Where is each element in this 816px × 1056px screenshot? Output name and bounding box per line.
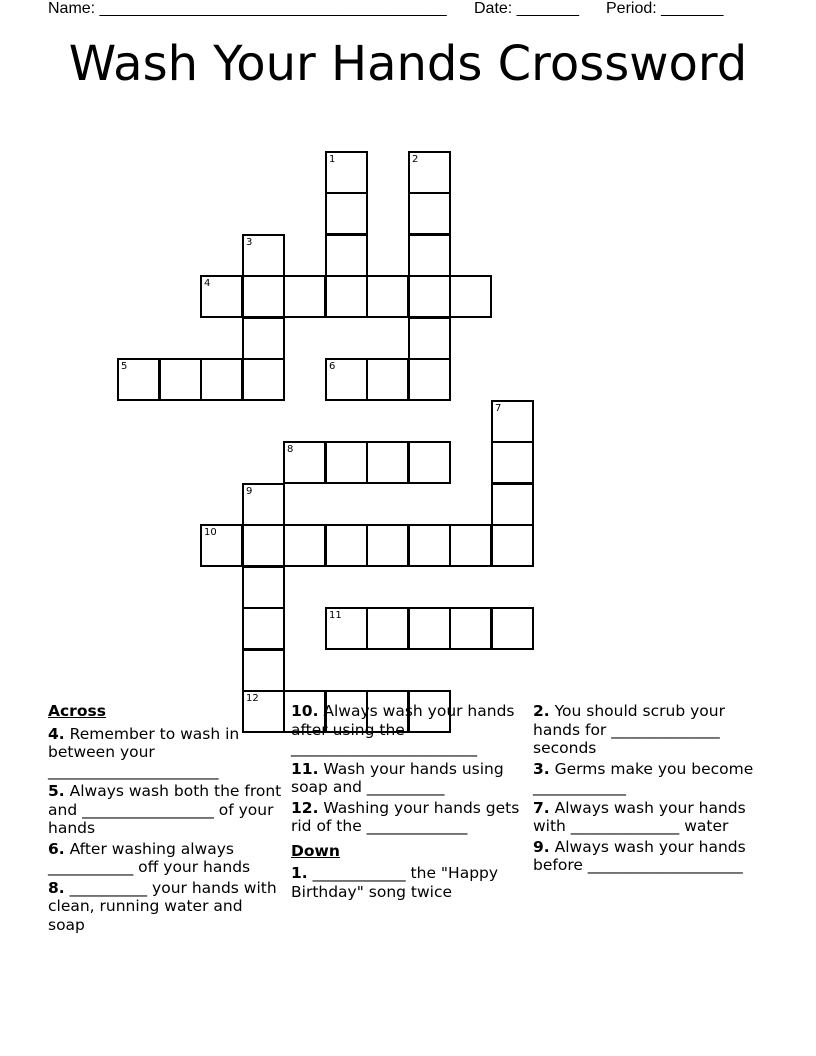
crossword-cell-11[interactable] [325,607,368,650]
crossword-cell[interactable] [366,358,409,401]
clue-item [291,702,523,758]
crossword-cell[interactable] [366,524,409,567]
clue-number: 7 [495,403,502,414]
clue-number: 8. [48,878,65,897]
crossword-cell[interactable] [242,566,285,609]
clue-text: After washing always ___________ off your hands [48,839,251,876]
clue-item [48,782,284,838]
crossword-cell-1[interactable] [325,151,368,194]
across-heading: Across [48,702,106,720]
clue-number: 12 [246,693,259,704]
crossword-cell[interactable] [159,358,202,401]
clue-text: Always wash your hands with ______________ water [533,798,746,835]
clue-number: 3 [246,237,253,248]
clue-number: 1. [291,864,308,882]
crossword-cell-8[interactable] [283,441,326,484]
clue-number: 12. [291,798,319,817]
clue-text: Wash your hands using soap and __________ [291,759,504,796]
crossword-cell[interactable] [449,607,492,650]
clue-item [533,702,773,758]
clue-number: 6 [329,361,336,372]
crossword-cell[interactable] [242,275,285,318]
crossword-cell[interactable] [242,358,285,401]
crossword-cell[interactable] [366,441,409,484]
crossword-cell-10[interactable] [200,524,243,567]
crossword-cell[interactable] [366,607,409,650]
crossword-cell[interactable] [242,649,285,692]
crossword-cell[interactable] [325,192,368,235]
clue-text: Germs make you become ____________ [533,759,754,796]
clue-number: 9. [533,837,550,856]
clue-number: 2. [533,702,550,720]
clue-text: Always wash both the front and _________________ of your hands [48,782,282,837]
crossword-cell[interactable] [491,441,534,484]
clues-column-3 [533,702,773,877]
clue-text: ____________ the "Happy Birthday" song twice [291,864,499,901]
crossword-cell-3[interactable] [242,234,285,277]
clue-item [533,760,773,797]
clue-number: 7. [533,798,550,817]
crossword-cell-4[interactable] [200,275,243,318]
crossword-cell[interactable] [408,275,451,318]
crossword-cell[interactable] [325,441,368,484]
clue-number: 5. [48,782,65,800]
clue-text: Always wash your hands after using the ________________________ [291,702,515,757]
date-field[interactable]: Date: _______ [474,0,579,17]
crossword-cell[interactable] [283,524,326,567]
clue-item [291,760,523,797]
clue-number: 9 [246,486,253,497]
clue-text: You should scrub your hands for ______________ seconds [533,702,725,757]
crossword-cell[interactable] [408,234,451,277]
clue-item [48,879,284,935]
clue-number: 4. [48,724,65,743]
clue-item [533,838,773,875]
crossword-cell[interactable] [242,607,285,650]
crossword-cell[interactable] [408,607,451,650]
crossword-cell[interactable] [242,524,285,567]
clue-text: Washing your hands gets rid of the _____________ [291,798,520,835]
clue-number: 11 [329,610,342,621]
crossword-cell[interactable] [408,524,451,567]
crossword-cell-9[interactable] [242,483,285,526]
clue-number: 10 [204,527,217,538]
clue-text: Remember to wash in between your ______________________ [48,724,240,780]
name-field[interactable]: Name: _______________________________________ [48,0,447,17]
clues-column-1 [48,702,284,936]
period-field[interactable]: Period: _______ [606,0,724,17]
crossword-cell[interactable] [325,524,368,567]
crossword-cell[interactable] [491,524,534,567]
crossword-cell[interactable] [325,234,368,277]
clue-item [48,725,284,781]
clue-number: 1 [329,154,336,165]
clue-number: 6. [48,839,65,858]
crossword-cell-2[interactable] [408,151,451,194]
clue-number: 3. [533,759,550,778]
crossword-cell[interactable] [200,358,243,401]
crossword-cell[interactable] [408,192,451,235]
clue-item [533,799,773,836]
clue-number: 11. [291,759,319,778]
crossword-cell[interactable] [283,275,326,318]
clue-number: 5 [121,361,128,372]
crossword-cell[interactable] [449,524,492,567]
crossword-cell[interactable] [408,441,451,484]
crossword-cell[interactable] [449,275,492,318]
page-title: Wash Your Hands Crossword [68,36,748,92]
clue-number: 8 [287,444,294,455]
crossword-cell[interactable] [325,275,368,318]
crossword-cell[interactable] [366,275,409,318]
crossword-cell[interactable] [242,317,285,360]
clue-number: 10. [291,702,319,720]
crossword-cell-7[interactable] [491,400,534,443]
clue-number: 2 [412,154,419,165]
down-heading: Down [291,841,340,860]
clue-number: 4 [204,278,211,289]
crossword-cell[interactable] [491,607,534,650]
clue-item [48,840,284,877]
crossword-cell[interactable] [491,483,534,526]
clue-text: __________ your hands with clean, running water and soap [48,878,277,934]
crossword-cell[interactable] [408,358,451,401]
clues-column-2 [291,702,523,903]
crossword-cell[interactable] [408,317,451,360]
clue-text: Always wash your hands before ____________________ [533,837,746,874]
clue-item [291,799,523,836]
crossword-cell-5[interactable] [117,358,160,401]
clue-item [291,864,523,901]
crossword-cell-6[interactable] [325,358,368,401]
